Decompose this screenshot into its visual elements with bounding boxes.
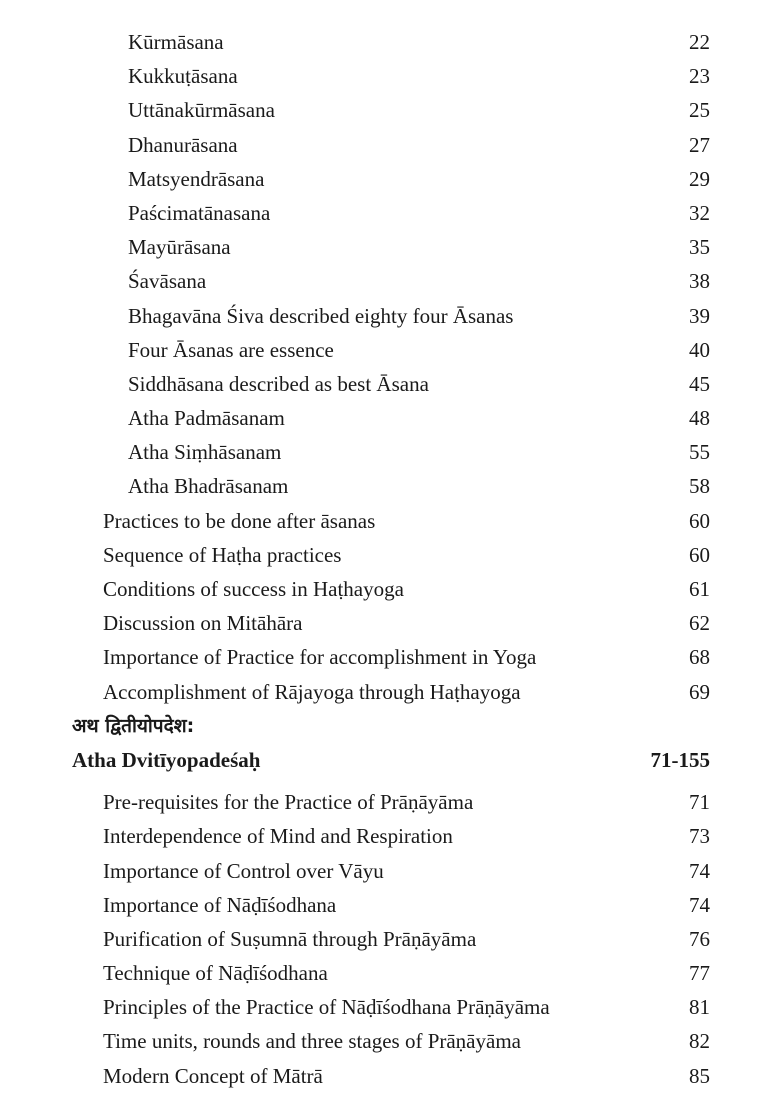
- asana-entries: [0, 25, 780, 504]
- toc-entry: [0, 401, 780, 435]
- toc-entry-title: Modern Concept of Mātrā: [103, 1063, 323, 1088]
- toc-entry: [0, 538, 780, 572]
- toc-entry-page: 38: [689, 269, 710, 294]
- toc-entry: [0, 299, 780, 333]
- chapter2-title: Atha Dvitīyopadeśaḥ: [72, 747, 261, 772]
- toc-entry-title: Practices to be done after āsanas: [103, 508, 376, 533]
- toc-entry: [0, 196, 780, 230]
- toc-entry: [0, 990, 780, 1024]
- toc-entry-title: Discussion on Mitāhāra: [103, 611, 303, 636]
- toc-entry-page: 68: [689, 645, 710, 670]
- toc-entry-page: 60: [689, 542, 710, 567]
- toc-entry-page: 60: [689, 508, 710, 533]
- toc-entry-title: Interdependence of Mind and Respiration: [103, 824, 453, 849]
- toc-entry-page: 74: [689, 892, 710, 917]
- toc-entry: [0, 25, 780, 59]
- toc-entry-page: 40: [689, 337, 710, 362]
- toc-entry: [0, 819, 780, 853]
- toc-entry-page: 55: [689, 440, 710, 465]
- chapter2-devanagari-title: अथ द्वितीयोपदेश:: [72, 714, 195, 737]
- toc-entry: [0, 922, 780, 956]
- toc-entry: [0, 128, 780, 162]
- toc-entry: [0, 230, 780, 264]
- toc-entry: [0, 572, 780, 606]
- toc-entry-title: Atha Bhadrāsanam: [128, 474, 289, 499]
- toc-entry: [0, 93, 780, 127]
- toc-entry-title: Atha Siṃhāsanam: [128, 440, 282, 465]
- toc-entry: [0, 606, 780, 640]
- toc-entry-title: Technique of Nāḍīśodhana: [103, 961, 328, 986]
- toc-entry-title: Purification of Suṣumnā through Prāṇāyāma: [103, 926, 477, 951]
- toc-entry: [0, 469, 780, 503]
- table-of-contents: [0, 25, 780, 1093]
- toc-entry-page: 27: [689, 132, 710, 157]
- toc-entry-page: 81: [689, 995, 710, 1020]
- toc-entry-title: Importance of Practice for accomplishment in Yoga: [103, 645, 537, 670]
- toc-entry-title: Pre-requisites for the Practice of Prāṇāyāma: [103, 790, 474, 815]
- toc-entry: [0, 264, 780, 298]
- toc-entry-page: 62: [689, 611, 710, 636]
- toc-entry-page: 39: [689, 303, 710, 328]
- toc-entry: [0, 435, 780, 469]
- toc-entry-page: 22: [689, 30, 710, 54]
- chapter2-devanagari-heading-row: [0, 709, 780, 743]
- toc-entry-title: Kūrmāsana: [128, 30, 224, 54]
- toc-entry-page: 48: [689, 406, 710, 431]
- toc-entry-page: 32: [689, 200, 710, 225]
- toc-entry-title: Uttānakūrmāsana: [128, 98, 275, 123]
- toc-entry-page: 71: [689, 790, 710, 815]
- toc-entry-page: 61: [689, 577, 710, 601]
- toc-entry-title: Bhagavāna Śiva described eighty four Āsanas: [128, 303, 514, 328]
- toc-entry-title: Importance of Nāḍīśodhana: [103, 892, 337, 917]
- toc-entry-page: 45: [689, 371, 710, 396]
- chapter2-page-range: 71-155: [650, 747, 710, 772]
- toc-entry-title: Principles of the Practice of Nāḍīśodhana Prāṇāyāma: [103, 995, 550, 1020]
- toc-entry-page: 85: [689, 1063, 710, 1088]
- toc-entry-page: 69: [689, 679, 710, 704]
- toc-entry-page: 82: [689, 1029, 710, 1054]
- toc-entry-title: Matsyendrāsana: [128, 166, 265, 191]
- toc-entry-title: Śavāsana: [128, 269, 207, 294]
- toc-entry-page: 35: [689, 235, 710, 260]
- toc-entry: [0, 675, 780, 709]
- toc-entry: [0, 785, 780, 819]
- toc-entry: [0, 1024, 780, 1058]
- toc-entry-title: Conditions of success in Haṭhayoga: [103, 577, 404, 601]
- toc-entry-page: 74: [689, 858, 710, 883]
- toc-entry: [0, 59, 780, 93]
- toc-entry-title: Atha Padmāsanam: [128, 406, 285, 431]
- toc-entry-page: 77: [689, 961, 710, 986]
- toc-entry: [0, 956, 780, 990]
- toc-entry: [0, 640, 780, 674]
- toc-entry-title: Mayūrāsana: [128, 235, 231, 260]
- chapter2-heading-row: [0, 743, 780, 777]
- toc-entry: [0, 504, 780, 538]
- toc-entry: [0, 854, 780, 888]
- toc-entry: [0, 333, 780, 367]
- toc-entry-page: 58: [689, 474, 710, 499]
- toc-entry-title: Kukkuṭāsana: [128, 64, 238, 89]
- toc-entry-page: 25: [689, 98, 710, 123]
- toc-entry-title: Accomplishment of Rājayoga through Haṭhayoga: [103, 679, 521, 704]
- toc-entry: [0, 888, 780, 922]
- chapter2-entries: [0, 785, 780, 1093]
- toc-entry-title: Sequence of Haṭha practices: [103, 542, 342, 567]
- toc-entry-title: Four Āsanas are essence: [128, 337, 334, 362]
- chapter1-topic-entries: [0, 504, 780, 709]
- toc-entry: [0, 367, 780, 401]
- toc-entry-title: Dhanurāsana: [128, 132, 238, 157]
- toc-entry-page: 73: [689, 824, 710, 849]
- toc-entry-title: Importance of Control over Vāyu: [103, 858, 384, 883]
- toc-entry-title: Siddhāsana described as best Āsana: [128, 371, 429, 396]
- toc-entry-page: 76: [689, 926, 710, 951]
- toc-entry-title: Paścimatānasana: [128, 200, 271, 225]
- toc-entry: [0, 162, 780, 196]
- toc-entry-title: Time units, rounds and three stages of Prāṇāyāma: [103, 1029, 521, 1054]
- toc-entry: [0, 1059, 780, 1093]
- toc-entry-page: 29: [689, 166, 710, 191]
- toc-entry-page: 23: [689, 64, 710, 89]
